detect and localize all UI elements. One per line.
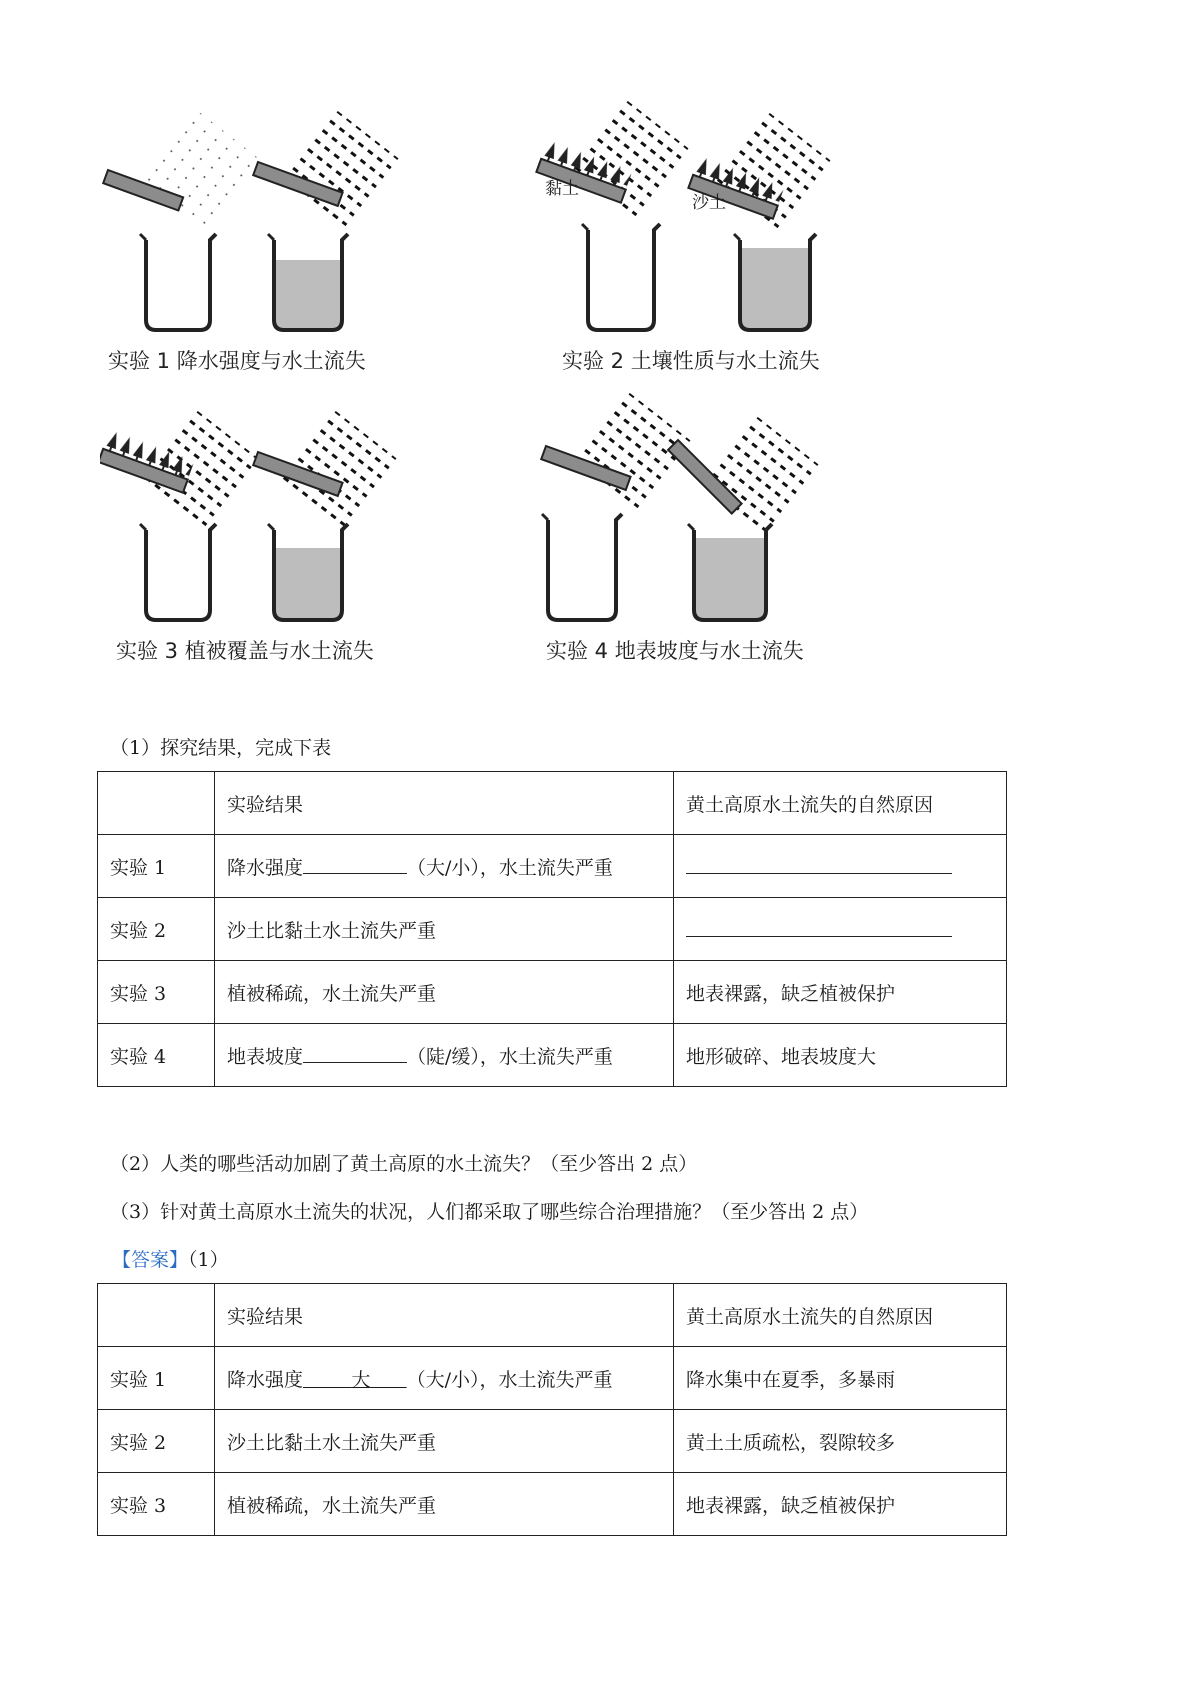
cause-cell: 地形破碎、地表坡度大	[674, 1024, 1007, 1087]
result-cell: 植被稀疏，水土流失严重	[215, 961, 674, 1024]
result-text: （大/小），水土流失严重	[407, 856, 613, 879]
cause-cell: 地表裸露，缺乏植被保护	[674, 961, 1007, 1024]
header-cell	[98, 772, 215, 835]
header-cell	[98, 1284, 215, 1347]
row-name: 实验 4	[98, 1024, 215, 1087]
row-name: 实验 3	[98, 1473, 215, 1536]
answer-label: （1）	[188, 1249, 229, 1271]
experiment-diagram	[100, 90, 920, 730]
answer-heading	[112, 1247, 229, 1273]
filled-value: 大	[351, 1368, 371, 1391]
cause-cell: 地表裸露，缺乏植被保护	[674, 1473, 1007, 1536]
question-2: （2）人类的哪些活动加剧了黄土高原的水土流失？（至少答出 2 点）	[110, 1153, 698, 1175]
question-1: （1）探究结果，完成下表	[110, 737, 332, 759]
header-cell: 黄土高原水土流失的自然原因	[674, 1284, 1007, 1347]
panel-experiment-3	[100, 409, 396, 663]
panel-4-caption: 实验 4 地表坡度与水土流失	[546, 639, 804, 663]
fill-blank[interactable]	[303, 853, 407, 874]
row-name: 实验 2	[98, 1410, 215, 1473]
results-table-question	[97, 771, 1007, 1087]
cause-cell	[674, 835, 1007, 898]
results-table-answer	[97, 1283, 1007, 1536]
row-name: 实验 3	[98, 961, 215, 1024]
row-name: 实验 1	[98, 835, 215, 898]
result-cell: 植被稀疏，水土流失严重	[215, 1473, 674, 1536]
result-cell	[215, 1024, 674, 1087]
result-text: （大/小），水土流失严重	[406, 1368, 613, 1391]
table-row	[98, 1473, 1007, 1536]
table-row	[98, 772, 1007, 835]
result-text: 降水强度	[227, 1368, 304, 1391]
header-cell: 实验结果	[215, 1284, 674, 1347]
fill-blank[interactable]	[686, 853, 952, 874]
sand-label: 沙土	[692, 193, 726, 213]
table-row	[98, 1284, 1007, 1347]
table-row	[98, 1024, 1007, 1087]
panel-experiment-1	[103, 109, 398, 373]
table-row	[98, 898, 1007, 961]
question-3: （3）针对黄土高原水土流失的状况，人们都采取了哪些综合治理措施？（至少答出 2 点）	[110, 1201, 869, 1223]
panel-3-caption: 实验 3 植被覆盖与水土流失	[116, 639, 374, 663]
panel-2-caption: 实验 2 土壤性质与水土流失	[562, 349, 820, 373]
header-cell: 黄土高原水土流失的自然原因	[674, 772, 1007, 835]
filled-answer	[303, 1369, 407, 1391]
experiment-figure	[100, 90, 920, 730]
table-row	[98, 835, 1007, 898]
cause-cell	[674, 898, 1007, 961]
cause-cell: 降水集中在夏季，多暴雨	[674, 1347, 1007, 1410]
cause-cell: 黄土土质疏松，裂隙较多	[674, 1410, 1007, 1473]
result-cell: 沙土比黏土水土流失严重	[215, 1410, 674, 1473]
panel-experiment-2	[536, 99, 830, 373]
result-text: （陡/缓），水土流失严重	[407, 1045, 613, 1068]
fill-blank[interactable]	[686, 916, 952, 937]
table-row	[98, 1347, 1007, 1410]
row-name: 实验 1	[98, 1347, 215, 1410]
result-text: 地表坡度	[227, 1045, 304, 1068]
answer-tag: 【答案】	[112, 1249, 189, 1271]
result-text: 降水强度	[227, 856, 304, 879]
result-cell	[215, 835, 674, 898]
clay-label: 黏土	[545, 179, 579, 199]
result-cell: 沙土比黏土水土流失严重	[215, 898, 674, 961]
table-row	[98, 1410, 1007, 1473]
header-cell: 实验结果	[215, 772, 674, 835]
row-name: 实验 2	[98, 898, 215, 961]
panel-experiment-4	[541, 391, 818, 663]
fill-blank[interactable]	[303, 1042, 407, 1063]
result-cell	[215, 1347, 674, 1410]
table-row	[98, 961, 1007, 1024]
panel-1-caption: 实验 1 降水强度与水土流失	[108, 349, 366, 373]
